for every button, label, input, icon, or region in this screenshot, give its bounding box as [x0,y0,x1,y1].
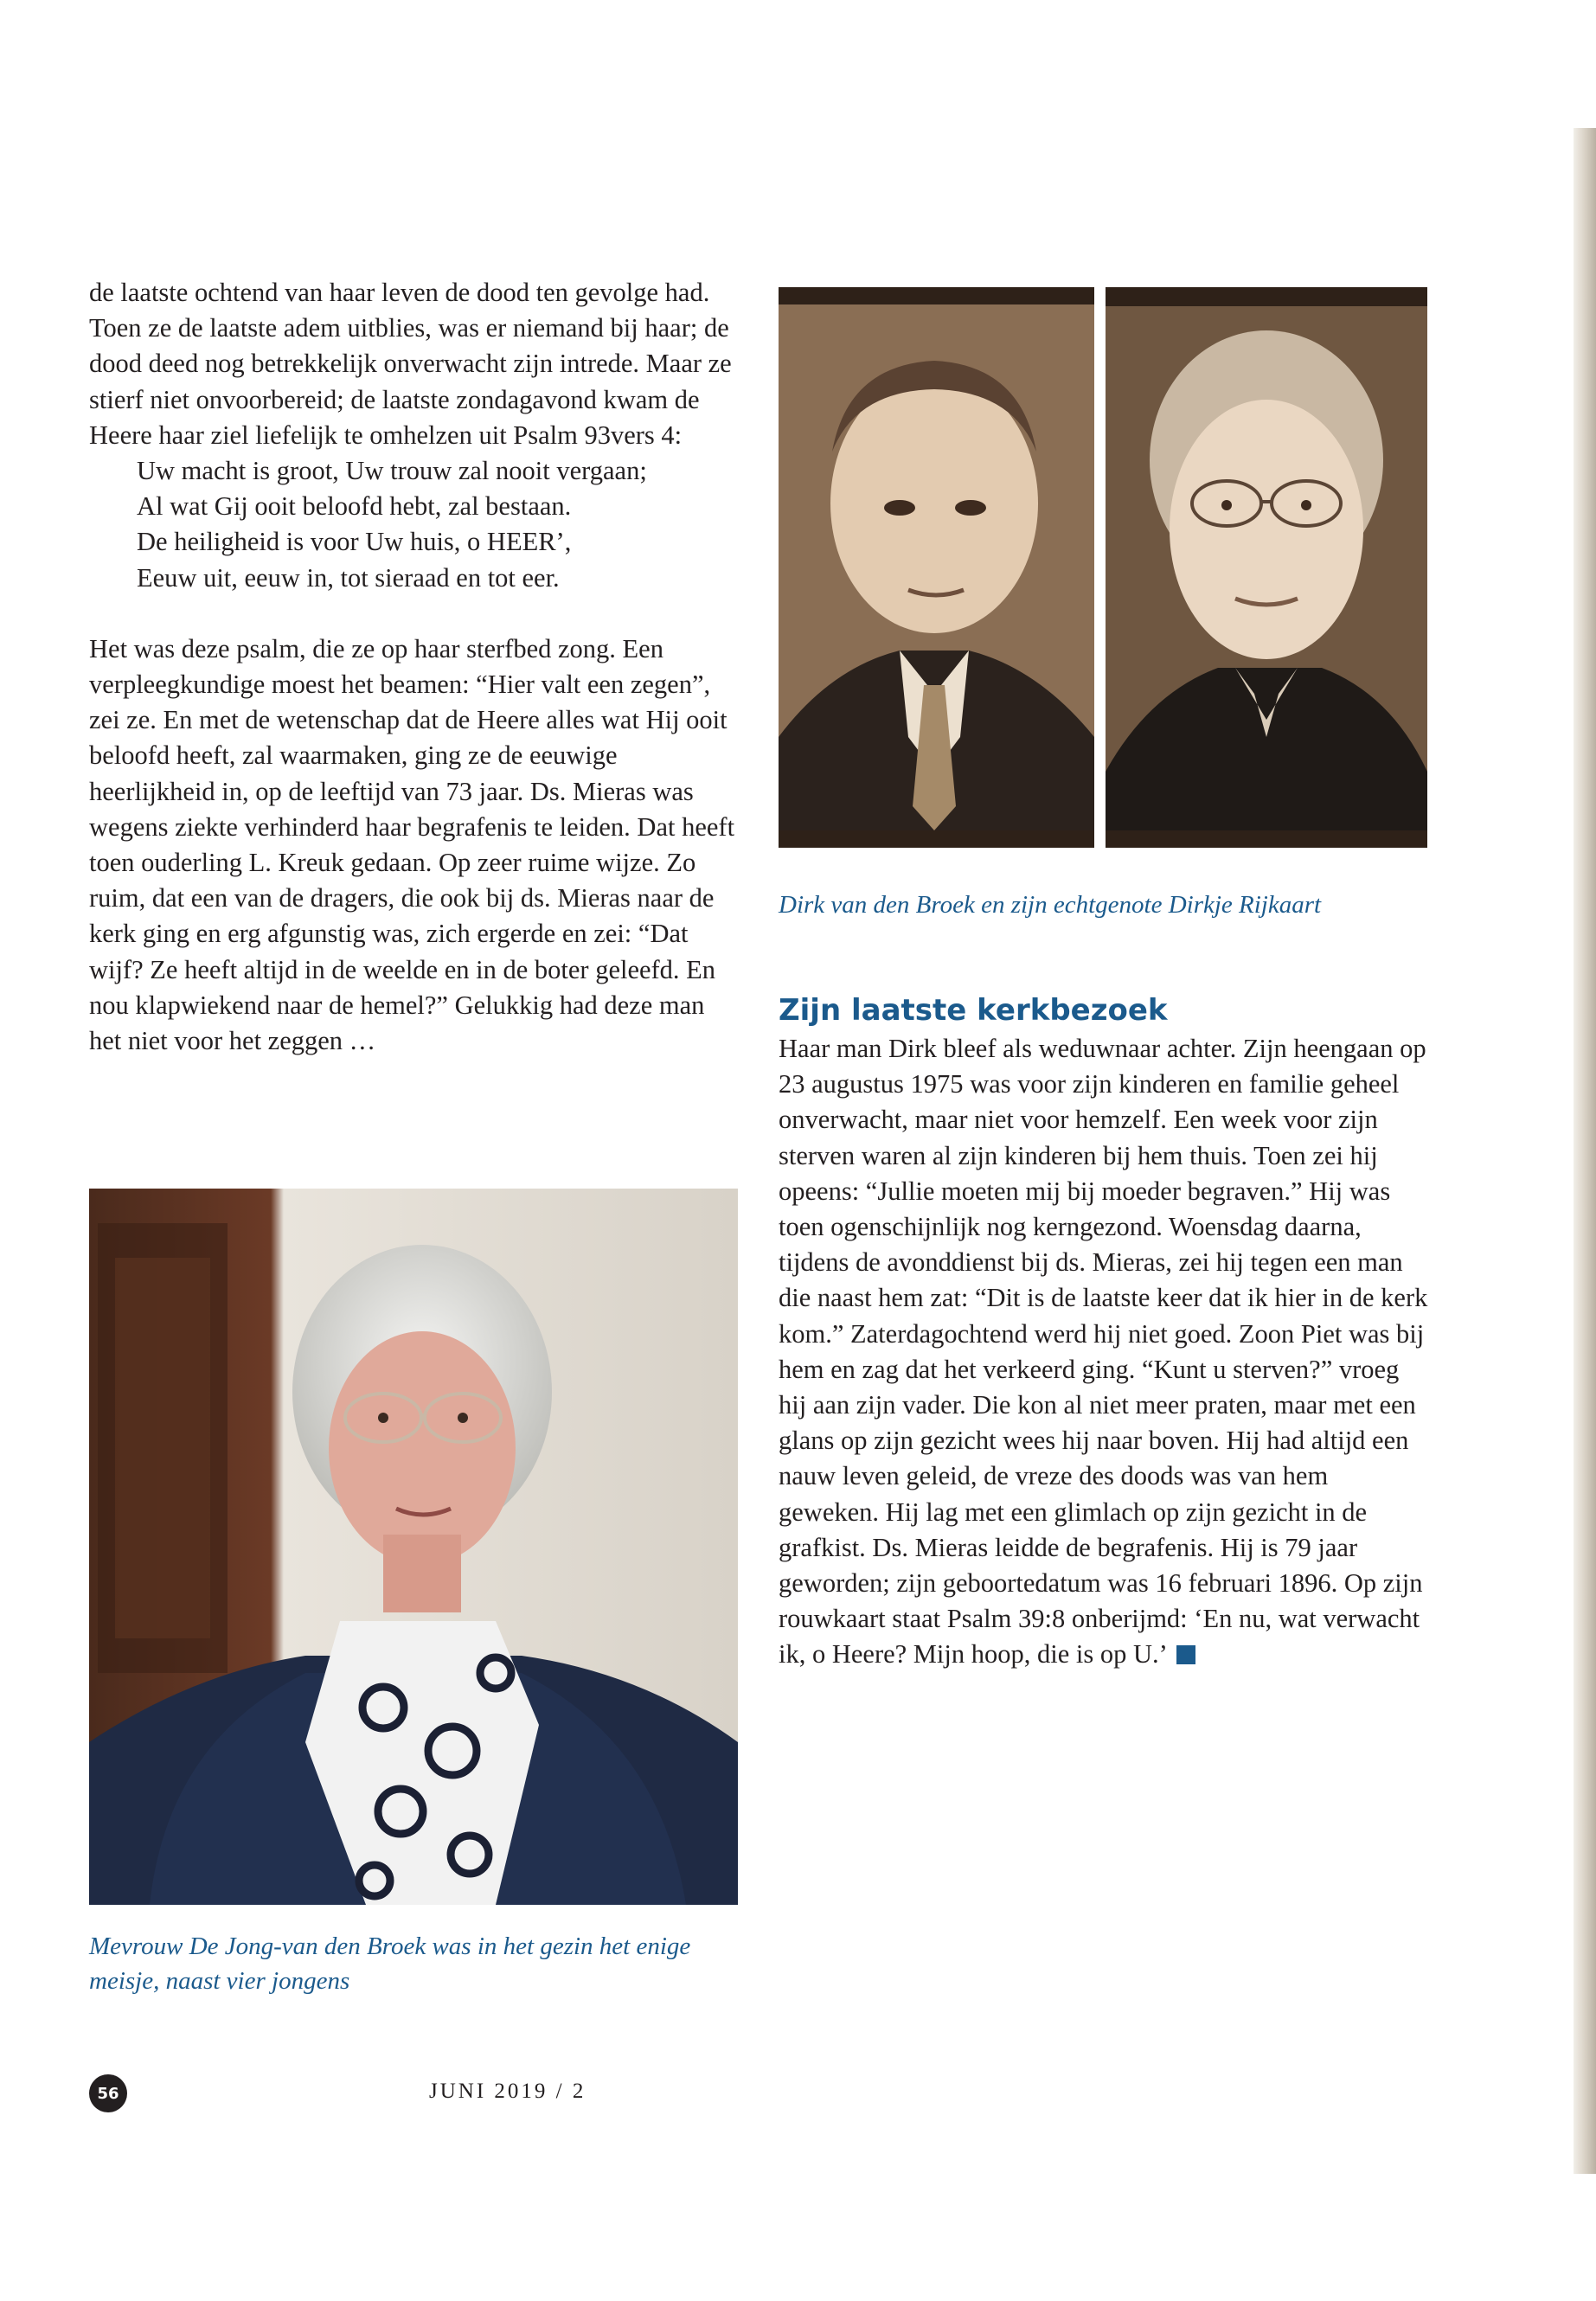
photo-dirkje-rijkaart [1106,287,1427,848]
end-of-article-icon [1176,1645,1195,1664]
psalm-quote [137,453,740,596]
caption-mevrouw-de-jong: Mevrouw De Jong-van den Broek was in het gezin het enige meisje, naast vier jongens [89,1932,691,1995]
article-paragraph-3-text: Haar man Dirk bleef als weduwnaar achter. Zijn heengaan op 23 augustus 1975 was voor zijn kinderen en familie geheel onverwacht, maar niet voor hemzelf. Een week voor zijn sterven waren al zijn kinderen bij hem thuis. Toen zei hij opeens: “Jullie moeten mij bij moeder begraven.” Hij was toen ogenschijnlijk nog kerngezond. Woensdag daarna, tijdens de avonddienst bij ds. Mieras, zei hij tegen een man die naast hem zat: “Dit is de laatste keer dat ik hier in de kerk kom.” Zaterdagochtend werd hij niet goed. Zoon Piet was bij hem en zag dat het verkeerd ging. “Kunt u sterven?” vroeg hij aan zijn vader. Die kon al niet meer praten, maar met een glans op zijn gezicht wees hij naar boven. Hij had altijd een nauw leven geleid, de vreze des doods was van hem geweken. Hij lag met een glimlach op zijn gezicht in de grafkist. Ds. Mieras leidde de begrafenis. Hij is 79 jaar geworden; zijn geboortedatum was 16 februari 1896. Op zijn rouwkaart staat Psalm 39:8 onberijmd: ‘En nu, wat verwacht ik, o Heere? Mijn hoop, die is op U.’ [779,1034,1428,1670]
page-number: 56 [89,2074,127,2112]
photo-dirk-van-den-broek [779,287,1094,848]
left-article-column [89,275,740,1059]
psalm-line-4: Eeuw uit, eeuw in, tot sieraad en tot eer. [137,562,560,593]
issue-label: JUNI 2019 / 2 [429,2080,586,2103]
psalm-line-3: De heiligheid is voor Uw huis, o HEER’, [137,527,572,557]
right-article-column [779,1031,1429,1673]
article-paragraph-1: de laatste ochtend van haar leven de dood ten gevolge had. Toen ze de laatste adem uitblies, was er niemand bij haar; de dood deed nog betrekkelijk onverwacht zijn intrede. Maar ze stierf niet onvoorbereid; de laatste zondagavond kwam de Heere haar ziel liefelijk te omhelzen uit Psalm 93vers 4: [89,278,732,450]
section-heading: Zijn laatste kerkbezoek [779,993,1168,1028]
article-paragraph-2: Het was deze psalm, die ze op haar sterfbed zong. Een verpleegkundige moest het beamen: “Hier valt een zegen”, zei ze. En met de wetenschap dat de Heere alles wat Hij ooit beloofd heeft, zal waarmaken, ging ze de eeuwige heerlijkheid in, op de leeftijd van 73 jaar. Ds. Mieras was wegens ziekte verhinderd haar begrafenis te leiden. Dat heeft toen ouderling L. Kreuk gedaan. Op zeer ruime wijze. Zo ruim, dat een van de dragers, die ook bij ds. Mieras naar de kerk ging en erg afgunstig was, zich ergerde en zei: “Dat wijf? Ze heeft altijd in de weelde en in de boter geleefd. En nou klapwiekend naar de hemel?” Gelukkig had deze man het niet voor het zeggen … [89,633,735,1056]
psalm-line-1: Uw macht is groot, Uw trouw zal nooit vergaan; [137,456,647,486]
page-edge [1574,128,1596,2174]
psalm-line-2: Al wat Gij ooit beloofd hebt, zal bestaan. [137,491,572,522]
photo-mevrouw-de-jong [89,1189,738,1905]
caption-portraits: Dirk van den Broek en zijn echtgenote Dirkje Rijkaart [779,891,1322,919]
article-paragraph-3 [779,1031,1429,1673]
